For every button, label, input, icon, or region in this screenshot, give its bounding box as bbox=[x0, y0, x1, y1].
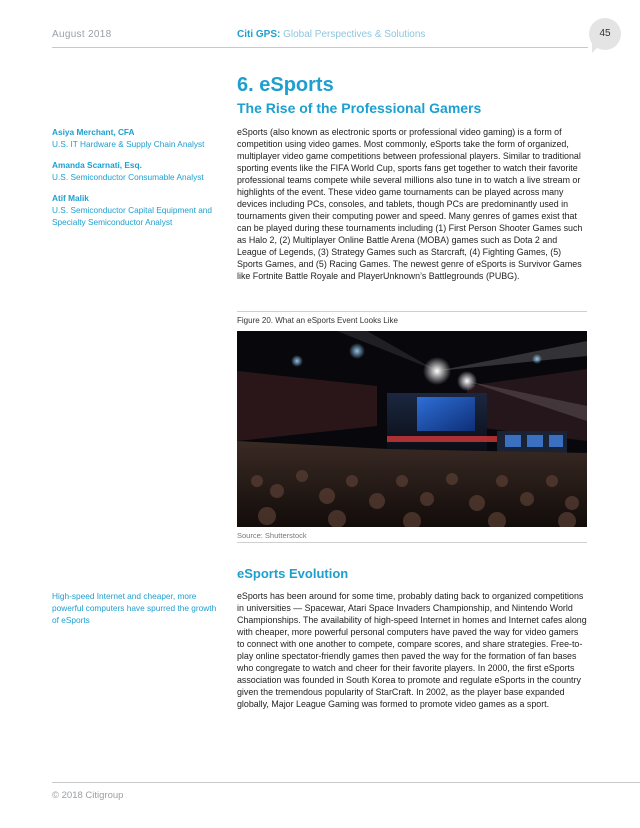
author-entry bbox=[52, 126, 222, 150]
brand-tagline: Global Perspectives & Solutions bbox=[283, 29, 426, 40]
intro-paragraph: eSports (also known as electronic sports or professional video gaming) is a form of competition using video games. Most commonly, eSports take the form of organized, multiplayer video game competitions between professional players. Similar to traditional sporting events like the FIFA World Cup, sports fans get together to watch their favorite professional teams compete while several millions also tune in to watch a live stream or highlights of the event. These video game tournaments can be played across many devices including PCs, consoles, and tablets, though PCs are predominantly used in tournaments given their computing power and speed. Many genres of games exist that can be played during these tournaments including (1) First Person Shooter Games such as Halo 2, (2) Multiplayer Online Battle Arena (MOBA) games such as Dota 2 and League of Legends, (3) Strategy Games such as Starcraft, (4) Fighting Games, (5) Sports Games, and (5) Racing Games. The newest genre of eSports is Survivor Games like Fortnite Battle Royale and PlayerUnknown’s Battlegrounds (PUBG). bbox=[237, 127, 583, 281]
section-title: 6. eSports bbox=[237, 74, 334, 96]
author-role: U.S. IT Hardware & Supply Chain Analyst bbox=[52, 139, 205, 149]
figure-caption: Figure 20. What an eSports Event Looks Like bbox=[237, 316, 398, 325]
author-role: U.S. Semiconductor Consumable Analyst bbox=[52, 172, 204, 182]
footer-divider bbox=[52, 782, 640, 783]
header-divider bbox=[52, 47, 588, 48]
section-subtitle: The Rise of the Professional Gamers bbox=[237, 100, 482, 116]
figure-top-rule bbox=[237, 311, 587, 312]
sidebar-callout: High-speed Internet and cheaper, more powerful computers have spurred the growth of eSports bbox=[52, 591, 217, 625]
evolution-heading: eSports Evolution bbox=[237, 566, 349, 581]
page-badge-tail bbox=[592, 44, 601, 53]
author-entry bbox=[52, 159, 222, 183]
author-name: Atif Malik bbox=[52, 193, 89, 203]
author-list bbox=[52, 126, 222, 237]
esports-arena-photo bbox=[237, 331, 587, 527]
header-date: August 2018 bbox=[52, 29, 112, 40]
figure-source: Source: Shutterstock bbox=[237, 531, 307, 540]
arena-illustration bbox=[237, 331, 587, 527]
header-brand bbox=[237, 29, 425, 40]
footer-copyright: © 2018 Citigroup bbox=[52, 790, 124, 801]
author-name: Asiya Merchant, CFA bbox=[52, 127, 135, 137]
evolution-paragraph: eSports has been around for some time, probably dating back to organized competitions in universities — Spacewar, Atari Space Invaders Championship, and Nintendo World Championships. The availability of high-speed Internet in homes and Internet cafes along with cheaper, more powerful personal computers have paved the way for video gamers to connect with one another to compete, compare scores, and share strategies. Free-to-play online spectator-friendly games then paved the way for the formation of fan bases who congregate to watch and cheer for their favorite players. In 2000, the first eSports association was founded in South Korea to promote and regulate eSports in the country given the tremendous popularity of StarCraft. In 2002, as the player base expanded globally, Major League Gaming was formed to promote video games as a sport. bbox=[237, 591, 587, 709]
author-entry bbox=[52, 192, 222, 228]
figure-bottom-rule bbox=[237, 542, 587, 543]
brand-name: Citi GPS: bbox=[237, 29, 281, 40]
author-role: U.S. Semiconductor Capital Equipment and Specialty Semiconductor Analyst bbox=[52, 205, 213, 227]
author-name: Amanda Scarnati, Esq. bbox=[52, 160, 142, 170]
page-number-badge: 45 bbox=[589, 18, 621, 50]
